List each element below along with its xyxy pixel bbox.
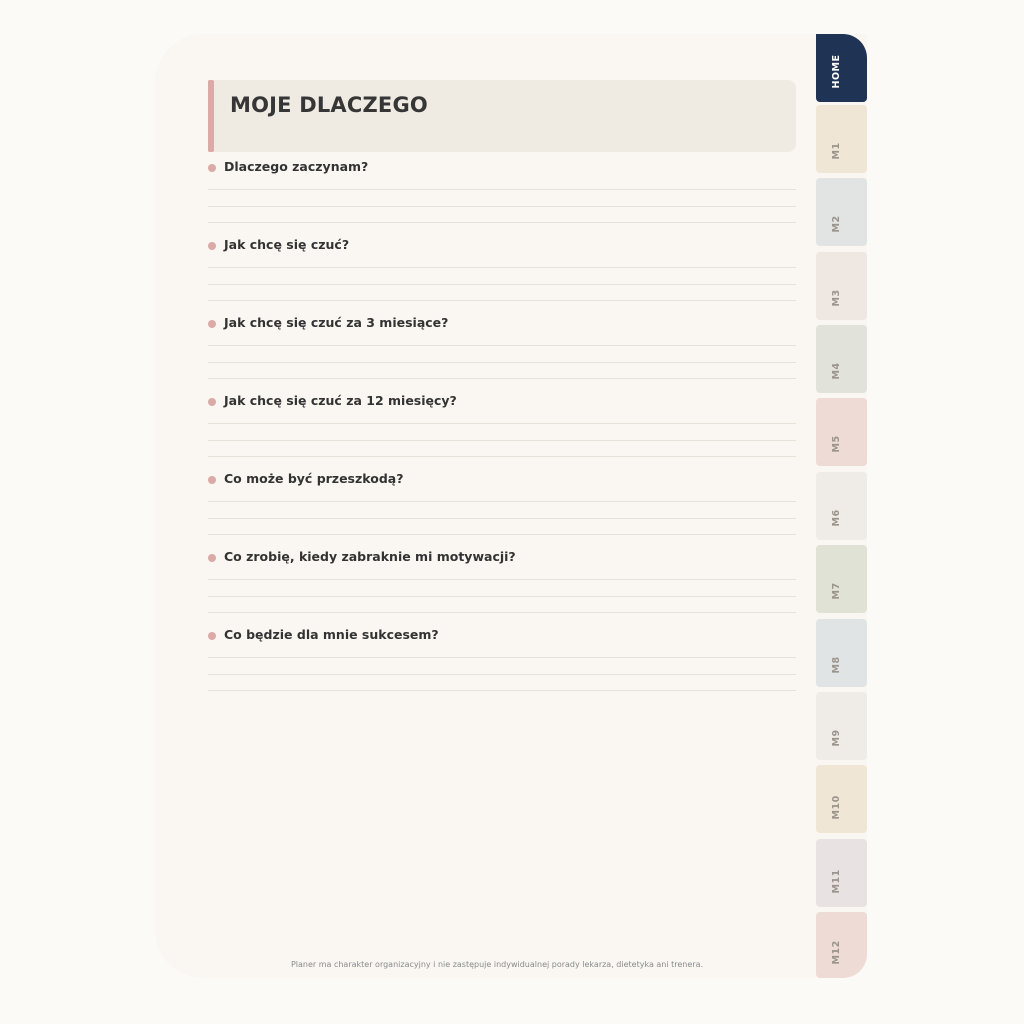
question-label: Jak chcę się czuć za 12 miesięcy? (224, 393, 457, 408)
tab-m1[interactable] (816, 105, 867, 173)
tab-label: M11 (830, 869, 842, 894)
answer-line[interactable] (208, 456, 796, 457)
tab-m10[interactable] (816, 765, 867, 833)
tab-label: M1 (830, 142, 842, 160)
answer-line[interactable] (208, 690, 796, 691)
question-item (208, 236, 796, 314)
question-item (208, 548, 796, 626)
question-item (208, 470, 796, 548)
answer-line[interactable] (208, 222, 796, 223)
tab-m7[interactable] (816, 545, 867, 613)
tab-m11[interactable] (816, 839, 867, 907)
answer-line[interactable] (208, 579, 796, 580)
answer-line[interactable] (208, 534, 796, 535)
tab-label: M6 (830, 509, 842, 527)
tab-label: M7 (830, 582, 842, 600)
bullet-dot-icon (208, 398, 216, 406)
tab-m2[interactable] (816, 178, 867, 246)
bullet-dot-icon (208, 632, 216, 640)
question-label: Co zrobię, kiedy zabraknie mi motywacji? (224, 549, 516, 564)
tab-m8[interactable] (816, 619, 867, 687)
title-accent-bar (208, 80, 214, 152)
question-item (208, 392, 796, 470)
tab-label: M3 (830, 289, 842, 307)
question-list (208, 158, 796, 704)
question-label: Co może być przeszkodą? (224, 471, 404, 486)
answer-line[interactable] (208, 501, 796, 502)
tab-label: M4 (830, 362, 842, 380)
tab-m5[interactable] (816, 398, 867, 466)
answer-line[interactable] (208, 612, 796, 613)
tab-label: M10 (830, 795, 842, 820)
answer-line[interactable] (208, 206, 796, 207)
bullet-dot-icon (208, 320, 216, 328)
tab-m12[interactable] (816, 912, 867, 978)
tab-m6[interactable] (816, 472, 867, 540)
question-item (208, 314, 796, 392)
tab-label: M5 (830, 435, 842, 453)
tab-label: M8 (830, 656, 842, 674)
planner-page (155, 34, 867, 978)
question-label: Dlaczego zaczynam? (224, 159, 369, 174)
question-label: Jak chcę się czuć za 3 miesiące? (224, 315, 449, 330)
answer-line[interactable] (208, 300, 796, 301)
answer-line[interactable] (208, 440, 796, 441)
question-label: Jak chcę się czuć? (224, 237, 350, 252)
answer-line[interactable] (208, 518, 796, 519)
answer-line[interactable] (208, 189, 796, 190)
tab-strip (816, 34, 867, 978)
answer-line[interactable] (208, 657, 796, 658)
bullet-dot-icon (208, 554, 216, 562)
tab-label: M9 (830, 729, 842, 747)
answer-line[interactable] (208, 378, 796, 379)
bullet-dot-icon (208, 164, 216, 172)
bullet-dot-icon (208, 476, 216, 484)
tab-m3[interactable] (816, 252, 867, 320)
page-title-box (208, 80, 796, 152)
disclaimer-text: Planer ma charakter organizacyjny i nie zastępuje indywidualnej porady lekarza, dietetyka ani trenera. (290, 960, 704, 969)
answer-line[interactable] (208, 284, 796, 285)
tab-m9[interactable] (816, 692, 867, 760)
question-item (208, 626, 796, 704)
answer-line[interactable] (208, 267, 796, 268)
tab-label: HOME (830, 54, 842, 89)
question-label: Co będzie dla mnie sukcesem? (224, 627, 439, 642)
bullet-dot-icon (208, 242, 216, 250)
answer-line[interactable] (208, 596, 796, 597)
answer-line[interactable] (208, 674, 796, 675)
question-item (208, 158, 796, 236)
tab-label: M12 (830, 940, 842, 965)
answer-line[interactable] (208, 362, 796, 363)
tab-home[interactable] (816, 34, 867, 102)
tab-label: M2 (830, 215, 842, 233)
answer-line[interactable] (208, 423, 796, 424)
tab-m4[interactable] (816, 325, 867, 393)
answer-line[interactable] (208, 345, 796, 346)
page-title: MOJE DLACZEGO (230, 93, 428, 117)
